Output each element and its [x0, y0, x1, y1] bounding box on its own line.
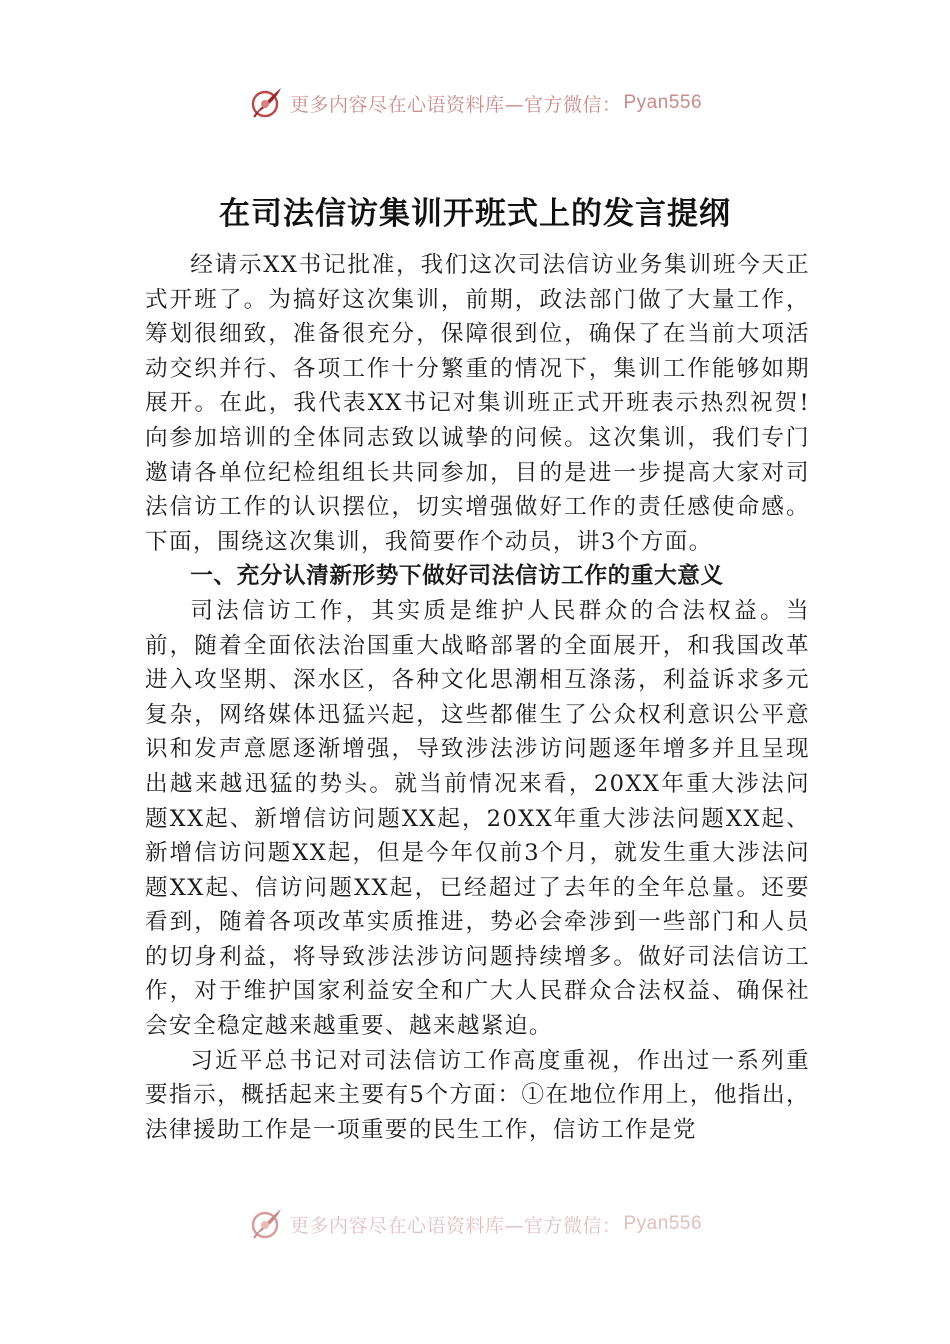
- paragraph-intro: 经请示XX书记批准，我们这次司法信访业务集训班今天正式开班了。为搞好这次集训，前期，政法部门做了大量工作，筹划很细致，准备很充分，保障很到位，确保了在当前大项活动交织并行、各项工作十分繁重的情况下，集训工作能够如期展开。在此，我代表XX书记对集训班正式开班表示热烈祝贺!向参加培训的全体同志致以诚挚的问候。这次集训，我们专门邀请各单位纪检组组长共同参加，目的是进一步提高大家对司法信访工作的认识摆位，切实增强做好工作的责任感使命感。下面，围绕这次集训，我简要作个动员，讲3个方面。: [145, 252, 810, 555]
- document-title: 在司法信访集训开班式上的发言提纲: [219, 196, 731, 232]
- quill-pen-logo-icon: [248, 85, 284, 121]
- watermark-wechat-id: Pyan556: [623, 92, 703, 113]
- footer-watermark: [0, 1204, 950, 1244]
- watermark-text: 更多内容尽在心语资料库—官方微信：: [289, 93, 622, 116]
- watermark-text: 更多内容尽在心语资料库—官方微信：: [289, 1214, 622, 1237]
- quill-pen-logo-icon: [248, 1206, 284, 1242]
- section-heading-1: 一、充分认清新形势下做好司法信访工作的重大意义: [190, 563, 724, 590]
- document-body: [145, 248, 810, 1147]
- watermark-wechat-id: Pyan556: [623, 1213, 703, 1234]
- paragraph-instructions: 习近平总书记对司法信访工作高度重视，作出过一系列重要指示，概括起来主要有5个方面：①在地位作用上，他指出，法律援助工作是一项重要的民生工作，信访工作是党: [145, 1047, 810, 1143]
- paragraph-significance: 司法信访工作，其实质是维护人民群众的合法权益。当前，随着全面依法治国重大战略部署的全面展开，和我国改革进入攻坚期、深水区，各种文化思潮相互涤荡，利益诉求多元复杂，网络媒体迅猛兴起，这些都催生了公众权利意识公平意识和发声意愿逐渐增强，导致涉法涉访问题逐年增多并且呈现出越来越迅猛的势头。就当前情况来看，20XX年重大涉法问题XX起、新增信访问题XX起，20XX年重大涉法问题XX起、新增信访问题XX起，但是今年仅前3个月，就发生重大涉法问题XX起、信访问题XX起，已经超过了去年的全年总量。还要看到，随着各项改革实质推进，势必会牵涉到一些部门和人员的切身利益，将导致涉法涉访问题持续增多。做好司法信访工作，对于维护国家利益安全和广大人民群众合法权益、确保社会安全稳定越来越重要、越来越紧迫。: [145, 597, 810, 1040]
- header-watermark: [0, 83, 950, 123]
